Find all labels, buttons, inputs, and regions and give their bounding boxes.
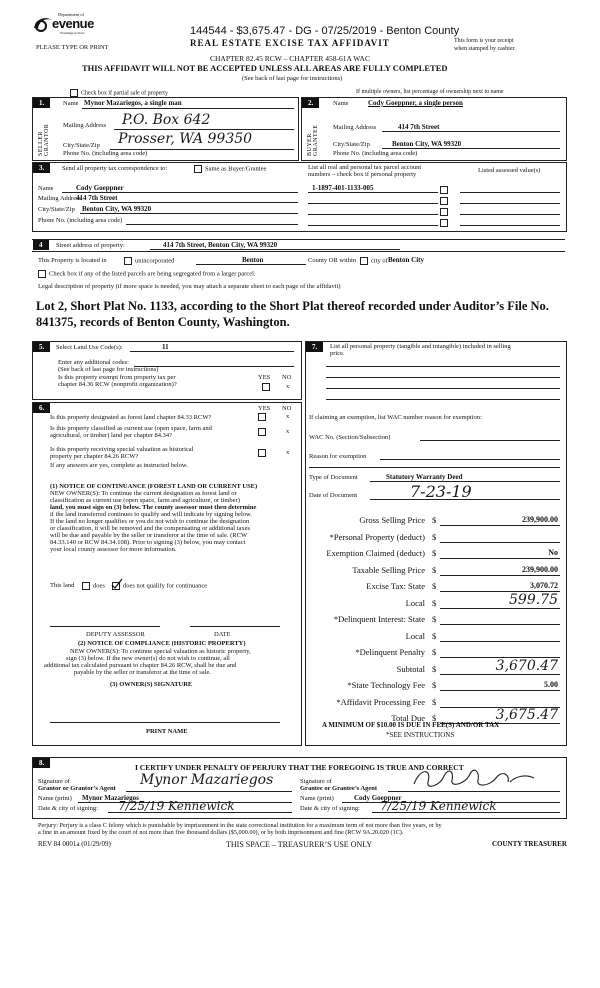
partial-sale-checkbox[interactable]: [70, 89, 78, 97]
logo-dept: Department of: [58, 12, 85, 17]
document-type-label: Type of Document: [309, 474, 358, 481]
historic-question-2: property per chapter 84.26 RCW?: [50, 453, 139, 460]
notice1-line: classification as current use (open space, farm and agriculture, or timber): [50, 497, 240, 504]
street-address-value[interactable]: 414 7th Street, Benton City, WA 99320: [163, 241, 278, 249]
grantor-sig-label-1: Signature of: [38, 778, 70, 785]
seller-name-label: Name: [63, 100, 79, 107]
street-address-label: Street address of property:: [56, 242, 125, 249]
parcel-3-personal-checkbox[interactable]: [440, 208, 448, 216]
same-as-buyer-checkbox[interactable]: Same as Buyer/Grantee: [194, 165, 266, 173]
notice-continuance-title: (1) NOTICE OF CONTINUANCE (FOREST LAND OR CURRENT USE): [50, 483, 258, 490]
land-use-value[interactable]: 11: [162, 343, 169, 351]
warning-banner: THIS AFFIDAVIT WILL NOT BE ACCEPTED UNLESS ALL AREAS ARE FULLY COMPLETED: [82, 63, 448, 73]
price-row-currency: $: [432, 598, 437, 608]
city-of-checkbox[interactable]: city of: [360, 257, 388, 265]
check-mark-icon: [111, 578, 123, 590]
seller-mailing-label: Mailing Address: [63, 122, 107, 129]
price-row-label: *Delinquent Penalty: [355, 647, 425, 657]
current-use-question-2: agricultural, or timber) land per chapter 84.34?: [50, 432, 173, 439]
multiple-owners-note: If multiple owners, list percentage of ownership next to name: [356, 89, 504, 95]
s6-yes-label: YES: [258, 405, 271, 412]
grantee-signature[interactable]: [410, 766, 540, 792]
legal-description-label: Legal description of property (if more space is needed, you may attach a separate sheet to each page of the affidavit): [38, 283, 341, 290]
current-use-yes-checkbox[interactable]: [258, 428, 266, 436]
parcel-list-label-1: List all real and personal tax parcel account: [308, 164, 422, 171]
seller-city-label: City/State/Zip: [63, 142, 100, 149]
grantor-date-value[interactable]: 7/25/19 Kennewick: [118, 799, 235, 813]
document-date-value[interactable]: 7-23-19: [410, 482, 472, 501]
price-row-label: Total Due: [391, 713, 425, 723]
exempt-question-1: Is this property exempt from property tax per: [58, 374, 176, 381]
notice1-line: If the land no longer qualifies or you do not wish to continue the designation: [50, 518, 250, 525]
notice2-line: NEW OWNER(S): To continue special valuation as historic property,: [70, 648, 251, 655]
grantee-date-value[interactable]: 7/25/19 Kennewick: [380, 799, 497, 813]
notice1-line: if the land transferred continues to qualify and will indicate by signing below.: [50, 511, 252, 518]
see-back-codes: (See back of last page for instructions): [58, 366, 159, 373]
current-use-question-1: Is this property classified as current use (open space, farm and: [50, 425, 212, 432]
seller-phone-label: Phone No. (including area code): [63, 150, 148, 157]
section-6-number: 6.: [33, 403, 50, 413]
price-row-label: Gross Selling Price: [359, 515, 425, 525]
owner-signature-label: (3) OWNER(S) SIGNATURE: [110, 681, 193, 688]
perjury-certification: I CERTIFY UNDER PENALTY OF PERJURY THAT THE FOREGOING IS TRUE AND CORRECT: [135, 763, 464, 772]
logo-sub: Washington State: [60, 31, 85, 35]
parcel-4-personal-checkbox[interactable]: [440, 219, 448, 227]
section-7-number: 7.: [306, 342, 323, 352]
section-4-number: 4: [33, 240, 49, 250]
price-row-currency: $: [432, 664, 437, 674]
buyer-mailing-label: Mailing Address: [333, 124, 377, 131]
partial-sale-checkbox-row[interactable]: [70, 89, 168, 97]
corr-name-value[interactable]: Cody Goeppner: [76, 184, 124, 192]
logo-swoosh-icon: [32, 14, 54, 34]
seller-city-value[interactable]: Prosser, WA 99350: [118, 131, 253, 147]
section-5-number: 5.: [33, 342, 50, 352]
send-correspondence-label: Send all property tax correspondence to:: [62, 165, 168, 172]
grantee-name-value[interactable]: Cody Goeppner: [354, 794, 402, 802]
partial-sale-label: Check box if partial sale of property: [81, 90, 168, 97]
deputy-assessor-label: DEPUTY ASSESSOR: [86, 631, 145, 638]
notice1-line: land, you must sign on (3) below. The county assessor must then determine: [50, 504, 257, 511]
parcel-list-label-2: numbers – check box if personal property: [308, 171, 417, 178]
price-row-currency: $: [432, 697, 437, 707]
price-row-value[interactable]: 3,670.47: [495, 658, 558, 674]
form-title: REAL ESTATE EXCISE TAX AFFIDAVIT: [190, 38, 390, 48]
county-value[interactable]: Benton: [242, 256, 264, 264]
seller-grantor-label: SELLER GRANTOR: [38, 123, 50, 156]
buyer-phone-label: Phone No. (including area code): [333, 150, 418, 157]
seller-name-value[interactable]: Mynor Mazariegos, a single man: [84, 99, 182, 107]
corr-name-label: Name: [38, 185, 54, 192]
please-type: PLEASE TYPE OR PRINT: [36, 44, 109, 51]
receipt-note-1: This form is your receipt: [454, 38, 514, 44]
price-row-value[interactable]: No: [548, 548, 558, 557]
wac-number-label: WAC No. (Section/Subsection): [309, 434, 391, 441]
perjury-notice-2: a fine in an amount fixed by the court of not more than five thousand dollars ($5,000.00), or by both imprisonment and fine (RCW 9A.20.020 (1C).: [38, 829, 404, 836]
s6-no-label: NO: [282, 405, 292, 412]
notice1-line: will be due and payable by the seller or transferor at the time of sale. (RCW: [50, 532, 248, 539]
parcel-number-value[interactable]: 1-1897-401-1133-005: [312, 184, 374, 192]
corr-city-label: City/State/Zip: [38, 206, 75, 213]
notice1-line: NEW OWNER(S): To continue the current designation as forest land or: [50, 490, 237, 497]
print-name-label: PRINT NAME: [146, 728, 188, 735]
exempt-no-mark: x: [286, 383, 290, 390]
land-use-label: Select Land Use Code(s):: [56, 344, 123, 351]
buyer-name-label: Name: [333, 100, 349, 107]
notice2-line: additional tax calculated pursuant to chapter 84.26 RCW, shall be due and: [44, 662, 237, 669]
historic-yes-checkbox[interactable]: [258, 449, 266, 457]
price-row-label: Excise Tax: State: [366, 581, 425, 591]
buyer-name-value[interactable]: Cody Goeppner, a single person: [368, 99, 463, 107]
price-row-currency: $: [432, 532, 437, 542]
assessor-date-label: DATE: [214, 631, 231, 638]
segregated-checkbox[interactable]: Check box if any of the listed parcels are being segregated from a larger parcel.: [38, 270, 256, 278]
corr-mailing-value[interactable]: 414 7th Street: [76, 194, 118, 202]
corr-city-value[interactable]: Benton City, WA 99320: [82, 205, 152, 213]
document-type-value[interactable]: Statutory Warranty Deed: [386, 473, 463, 481]
notice2-line: sign (3) below. If the new owner(s) do not wish to continue, all: [66, 655, 230, 662]
legal-description-text[interactable]: Lot 2, Short Plat No. 1133, according to the Short Plat thereof recorded under Auditor’s File No. 841375, records of Benton County, Washington.: [36, 299, 549, 329]
corr-phone-label: Phone No. (including area code): [38, 217, 123, 224]
exempt-no-label: NO: [282, 374, 292, 381]
historic-no-mark: x: [286, 449, 290, 456]
if-yes-instruction: If any answers are yes, complete as instructed below.: [50, 462, 188, 469]
price-row-currency: $: [432, 647, 437, 657]
price-row-currency: $: [432, 680, 437, 690]
price-row-value[interactable]: 5.00: [544, 680, 558, 689]
dor-logo: [32, 12, 96, 34]
notice2-line: payable by the seller or transferor at the time of sale.: [74, 669, 211, 676]
price-row-value[interactable]: 239,900.00: [522, 515, 558, 524]
price-row-label: Local: [405, 631, 425, 641]
reason-exemption-label: Reason for exemption: [309, 453, 367, 460]
form-chapters: CHAPTER 82.45 RCW – CHAPTER 458-61A WAC: [210, 54, 370, 63]
notice1-line: your local county assessor for more information.: [50, 546, 177, 553]
personal-property-label-1: List all personal property (tangible and intangible) included in selling: [330, 343, 511, 350]
forest-no-mark: x: [286, 413, 290, 420]
unincorporated-checkbox[interactable]: unincorporated: [124, 257, 174, 265]
notice1-line: or classification, it will be removed and the compensating or additional taxes: [50, 525, 250, 532]
current-use-no-mark: x: [286, 428, 290, 435]
price-row-value[interactable]: 599.75: [509, 592, 558, 608]
logo-text: evenue: [52, 16, 94, 31]
section-3-number: 3.: [33, 163, 50, 173]
exempt-yes-checkbox[interactable]: [262, 383, 270, 391]
buyer-city-label: City/State/Zip: [333, 141, 370, 148]
grantor-signature[interactable]: Mynor Mazariegos: [140, 772, 274, 788]
parcel-2-personal-checkbox[interactable]: [440, 197, 448, 205]
located-label: This Property is located in: [38, 257, 107, 264]
grantor-date-label: Date & city of signing:: [38, 805, 98, 812]
recording-stamp: 144544 - $3,675.47 - DG - 07/25/2019 - Benton County: [190, 25, 460, 37]
price-row-currency: $: [432, 565, 437, 575]
price-row-currency: $: [432, 614, 437, 624]
notice-compliance-title: (2) NOTICE OF COMPLIANCE (HISTORIC PROPERTY): [78, 640, 246, 647]
price-row-currency: $: [432, 548, 437, 558]
price-row-value[interactable]: 3,070.72: [530, 581, 558, 590]
price-row-label: Local: [405, 598, 425, 608]
price-row-label: Exemption Claimed (deduct): [326, 548, 425, 558]
grantor-name-value[interactable]: Mynor Mazariegos: [82, 794, 139, 802]
price-row-label: Taxable Selling Price: [352, 565, 425, 575]
buyer-mailing-value[interactable]: 414 7th Street: [398, 123, 440, 131]
grantee-sig-label-1: Signature of: [300, 778, 332, 785]
exempt-yes-label: YES: [258, 374, 271, 381]
grantor-sig-label-2: Grantor or Grantor’s Agent: [38, 785, 116, 792]
grantee-date-label: Date & city of signing:: [300, 805, 360, 812]
price-row-currency: $: [432, 631, 437, 641]
document-date-label: Date of Document: [309, 492, 358, 499]
price-row-currency: $: [432, 515, 437, 525]
treasurer-use-only: THIS SPACE – TREASURER’S USE ONLY: [226, 840, 373, 849]
corr-mailing-label: Mailing Address: [38, 195, 82, 202]
this-land-label: This land: [50, 582, 75, 589]
exemption-claim-label: If claiming an exemption, list WAC number reason for exemption:: [309, 414, 482, 421]
forest-land-question: Is this property designated as forest land chapter 84.33 RCW?: [50, 414, 212, 421]
see-back-instructions: (See back of last page for instructions): [242, 75, 343, 82]
price-row-value[interactable]: 239,900.00: [522, 565, 558, 574]
price-row-value[interactable]: 3,675.47: [495, 707, 558, 723]
historic-question-1: Is this property receiving special valuation as historical: [50, 446, 194, 453]
form-revision: REV 84 0001a (01/29/09): [38, 840, 111, 848]
grantee-sig-label-2: Grantee or Grantee’s Agent: [300, 785, 378, 792]
perjury-notice-1: Perjury: Perjury is a class C felony which is punishable by imprisonment in the state correctional institution for a maximum term of not more than five years, or by: [38, 822, 442, 829]
section-2-number: 2.: [302, 98, 319, 108]
price-row-label: Subtotal: [396, 664, 425, 674]
additional-codes-label: Enter any additional codes:: [58, 359, 129, 366]
receipt-note-2: when stamped by cashier.: [454, 46, 516, 52]
city-of-value[interactable]: Benton City: [388, 256, 424, 264]
seller-mailing-value[interactable]: P.O. Box 642: [122, 112, 211, 128]
section-1-number: 1.: [33, 98, 50, 108]
price-row-label: *Personal Property (deduct): [329, 532, 425, 542]
section-8-number: 8.: [33, 758, 50, 768]
price-row-label: *Affidavit Processing Fee: [336, 697, 425, 707]
minimum-fee-notice: A MINIMUM OF $10.00 IS DUE IN FEE(S) AND/OR TAX: [322, 721, 500, 729]
price-row-label: *Delinquent Interest: State: [333, 614, 425, 624]
price-row-label: *State Technology Fee: [347, 680, 425, 690]
notice1-line: 84.33.140 or RCW 84.34.108). Prior to signing (3) below, you may contact: [50, 539, 246, 546]
parcel-1-personal-checkbox[interactable]: [440, 186, 448, 194]
does-not-qualify-checkbox[interactable]: does not qualify for continuance: [112, 582, 207, 590]
grantee-name-label: Name (print): [300, 795, 334, 802]
see-instructions-note: *SEE INSTRUCTIONS: [386, 731, 455, 739]
price-row-currency: $: [432, 713, 437, 723]
does-qualify-checkbox[interactable]: does: [82, 582, 105, 590]
personal-property-label-2: price.: [330, 350, 345, 357]
county-treasurer-label: COUNTY TREASURER: [492, 840, 567, 848]
forest-yes-checkbox[interactable]: [258, 413, 266, 421]
grantor-name-label: Name (print): [38, 795, 72, 802]
assessed-value-label: Listed assessed value(s): [478, 167, 541, 174]
buyer-grantee-label: BUYER GRANTEE: [307, 124, 319, 156]
exempt-question-2: chapter 84.36 RCW (nonprofit organization)?: [58, 381, 177, 388]
price-row-currency: $: [432, 581, 437, 591]
buyer-city-value[interactable]: Benton City, WA 99320: [392, 140, 462, 148]
county-or-within-label: County OR within: [308, 257, 357, 264]
